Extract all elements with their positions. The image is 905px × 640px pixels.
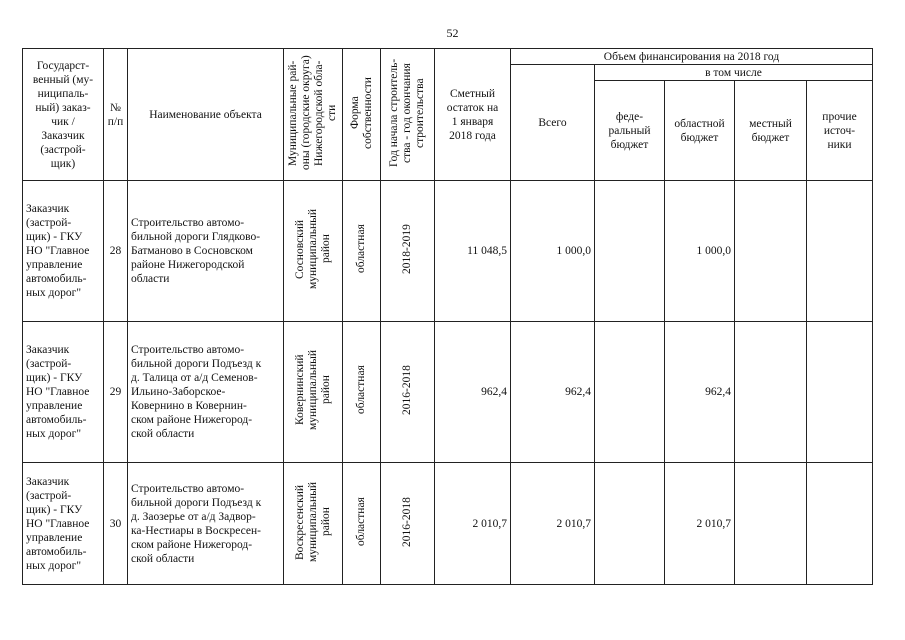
financing-table (22, 48, 873, 585)
cell-object-name: Строительство автомо- бильной дороги Подъезд к д. Заозерье от а/д Задвор- ка-Нестиары в Воскресен- ском районе Нижегород- ской области (128, 463, 284, 585)
cell-other (807, 463, 873, 585)
header-number: № п/п (104, 49, 128, 181)
cell-total: 2 010,7 (511, 463, 595, 585)
cell-number: 29 (104, 322, 128, 463)
cell-balance: 2 010,7 (435, 463, 511, 585)
header-financing-group: Объем финансирования на 2018 год (511, 49, 873, 65)
cell-years: 2018-2019 (381, 181, 435, 322)
cell-ownership: областная (343, 181, 381, 322)
header-regional: областной бюджет (665, 81, 735, 181)
cell-balance: 962,4 (435, 322, 511, 463)
cell-customer: Заказчик (застрой- щик) - ГКУ НО "Главное управление автомобиль- ных дорог" (23, 181, 104, 322)
header-total: Всего (511, 65, 595, 181)
table-row (23, 463, 873, 585)
cell-total: 1 000,0 (511, 181, 595, 322)
header-district: Муниципальные рай- оны (городские округа) Нижегородской обла- сти (284, 49, 343, 181)
cell-object-name: Строительство автомо- бильной дороги Подъезд к д. Талица от а/д Семенов- Ильино-Заборское- Ковернино в Ковернин- ском районе Нижегород- ской области (128, 322, 284, 463)
cell-regional: 1 000,0 (665, 181, 735, 322)
cell-district: Воскресенский муниципальный район (284, 463, 343, 585)
cell-other (807, 181, 873, 322)
header-federal: феде- ральный бюджет (595, 81, 665, 181)
cell-other (807, 322, 873, 463)
table-row (23, 322, 873, 463)
cell-federal (595, 463, 665, 585)
cell-federal (595, 181, 665, 322)
page-number: 52 (446, 26, 459, 40)
cell-number: 30 (104, 463, 128, 585)
cell-balance: 11 048,5 (435, 181, 511, 322)
header-including: в том числе (595, 65, 873, 81)
header-object-name: Наименование объекта (128, 49, 284, 181)
cell-number: 28 (104, 181, 128, 322)
cell-customer: Заказчик (застрой- щик) - ГКУ НО "Главное управление автомобиль- ных дорог" (23, 463, 104, 585)
cell-customer: Заказчик (застрой- щик) - ГКУ НО "Главное управление автомобиль- ных дорог" (23, 322, 104, 463)
cell-federal (595, 322, 665, 463)
cell-years: 2016-2018 (381, 463, 435, 585)
header-balance: Сметный остаток на 1 января 2018 года (435, 49, 511, 181)
cell-local (735, 322, 807, 463)
cell-local (735, 463, 807, 585)
cell-district: Сосновский муниципальный район (284, 181, 343, 322)
cell-ownership: областная (343, 322, 381, 463)
cell-years: 2016-2018 (381, 322, 435, 463)
header-local: местный бюджет (735, 81, 807, 181)
header-customer: Государст- венный (му- ниципаль- ный) заказ- чик / Заказчик (застрой- щик) (23, 49, 104, 181)
cell-ownership: областная (343, 463, 381, 585)
cell-total: 962,4 (511, 322, 595, 463)
cell-regional: 2 010,7 (665, 463, 735, 585)
table-row (23, 181, 873, 322)
cell-district: Ковернинский муниципальный район (284, 322, 343, 463)
header-ownership: Форма собственности (343, 49, 381, 181)
header-other: прочие источ- ники (807, 81, 873, 181)
cell-local (735, 181, 807, 322)
header-years: Год начала строитель- ства - год окончания строительства (381, 49, 435, 181)
cell-regional: 962,4 (665, 322, 735, 463)
cell-object-name: Строительство автомо- бильной дороги Глядково- Батманово в Сосновском районе Нижегородской области (128, 181, 284, 322)
